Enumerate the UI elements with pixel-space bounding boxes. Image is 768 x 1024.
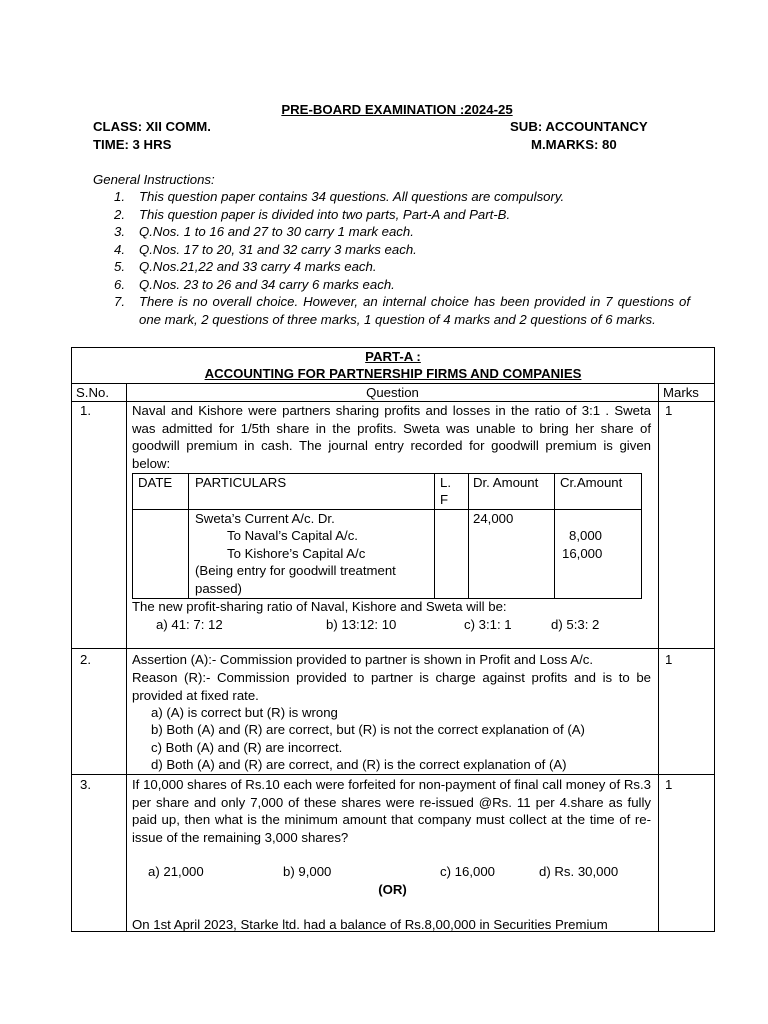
journal-header-date: DATE [138,475,173,490]
q3-option-c: c) 16,000 [440,864,495,879]
journal-particular: Sweta’s Current A/c. Dr. [195,511,335,526]
time-label: TIME: 3 HRS [93,137,172,152]
journal-rule [188,474,189,598]
column-header-question: Question [366,385,419,400]
q1-option-d: d) 5:3: 2 [551,617,600,632]
journal-entry-table [132,473,642,599]
q1-option-b: b) 13:12: 10 [326,617,397,632]
table-rule [72,774,714,775]
journal-header-dr: Dr. Amount [473,475,539,490]
q3-text: If 10,000 shares of Rs.10 each were forfeited for non-payment of final call money of Rs.3 per share and only 7,000 of these shares were re-issued @Rs. 11 per 4.share as fully paid up, then what is the minimum amount that company must collect at the time of re-issue of the remaining 3,000 shares? [132,777,651,845]
q2-option-d: d) Both (A) and (R) are correct, and (R) is the correct explanation of (A) [151,757,567,772]
question-table [71,347,715,932]
q2-option-c: c) Both (A) and (R) are incorrect. [151,740,343,755]
journal-rule [468,474,469,598]
q2-option-a: a) (A) is correct but (R) is wrong [151,705,338,720]
q2-marks: 1 [665,652,673,667]
column-header-marks: Marks [663,385,699,400]
class-label: CLASS: XII COMM. [93,119,211,134]
instruction-item: 5. Q.Nos.21,22 and 33 carry 4 marks each. [114,259,377,274]
journal-rule [434,474,435,598]
instruction-item: 6. Q.Nos. 23 to 26 and 34 carry 6 marks each. [114,276,395,292]
journal-header-cr: Cr.Amount [560,475,623,490]
q3-option-b: b) 9,000 [283,864,332,879]
instructions-heading: General Instructions: [93,172,215,187]
journal-dr-amount: 24,000 [473,511,514,526]
journal-rule [554,474,555,598]
table-rule [658,383,659,931]
journal-header-lf: L. [440,475,451,490]
instruction-item: 3. Q.Nos. 1 to 16 and 27 to 30 carry 1 mark each. [114,224,414,239]
journal-header-lf: F [440,492,449,507]
instruction-item: 2. This question paper is divided into two parts, Part-A and Part-B. [114,206,511,222]
q1-number: 1. [80,403,91,418]
journal-narration: passed) [195,581,242,596]
table-rule [72,648,714,649]
q3-number: 3. [80,777,91,792]
q3-marks: 1 [665,777,673,792]
journal-narration: (Being entry for goodwill treatment [195,563,396,578]
table-rule [126,383,127,931]
q1-marks: 1 [665,403,673,418]
q1-question-line: The new profit-sharing ratio of Naval, Kishore and Sweta will be: [132,599,507,614]
journal-particular: To Kishore’s Capital A/c [227,546,366,561]
instruction-item: 1. This question paper contains 34 questions. All questions are compulsory. [114,189,565,204]
instructions-list [114,188,690,328]
q3-option-a: a) 21,000 [148,864,204,879]
subject-label: SUB: ACCOUNTANCY [510,119,648,134]
q2-number: 2. [80,652,91,667]
journal-cr-amount: 16,000 [562,546,603,561]
q1-option-a: a) 41: 7: 12 [156,617,223,632]
q3-or-label: (OR) [378,882,407,897]
q3-option-d: d) Rs. 30,000 [539,864,619,879]
journal-particular: To Naval’s Capital A/c. [227,528,358,543]
instruction-item: 7. There is no overall choice. However, an internal choice has been provided in 7 questions of one mark, 2 questions of three marks, 1 question of 4 marks and 2 questions of 6 marks. [114,294,690,327]
column-header-sno: S.No. [76,385,109,400]
exam-title: PRE-BOARD EXAMINATION :2024-25 [281,102,513,117]
q3-alternative-text: On 1st April 2023, Starke ltd. had a balance of Rs.8,00,000 in Securities Premium [132,917,608,932]
q2-option-b: b) Both (A) and (R) are correct, but (R) is not the correct explanation of (A) [151,722,585,737]
q2-assertion: Assertion (A):- Commission provided to partner is shown in Profit and Loss A/c. [132,652,594,667]
q1-option-c: c) 3:1: 1 [464,617,512,632]
part-label: PART-A : [365,349,421,364]
journal-header-particulars: PARTICULARS [195,475,287,490]
q2-reason: Reason (R):- Commission provided to partner is charge against profits and is to be provided at fixed rate. [132,670,651,703]
part-title: ACCOUNTING FOR PARTNERSHIP FIRMS AND COMPANIES [204,366,582,381]
journal-cr-amount: 8,000 [569,528,603,543]
q1-text: Naval and Kishore were partners sharing profits and losses in the ratio of 3:1 . Sweta was admitted for 1/5th share in the profits. Sweta was unable to bring her share of goodwill premium in cash. The journal entry recorded for goodwill premium is given below: [132,403,651,471]
instruction-item: 4. Q.Nos. 17 to 20, 31 and 32 carry 3 marks each. [114,241,417,257]
max-marks-label: M.MARKS: 80 [531,137,617,152]
